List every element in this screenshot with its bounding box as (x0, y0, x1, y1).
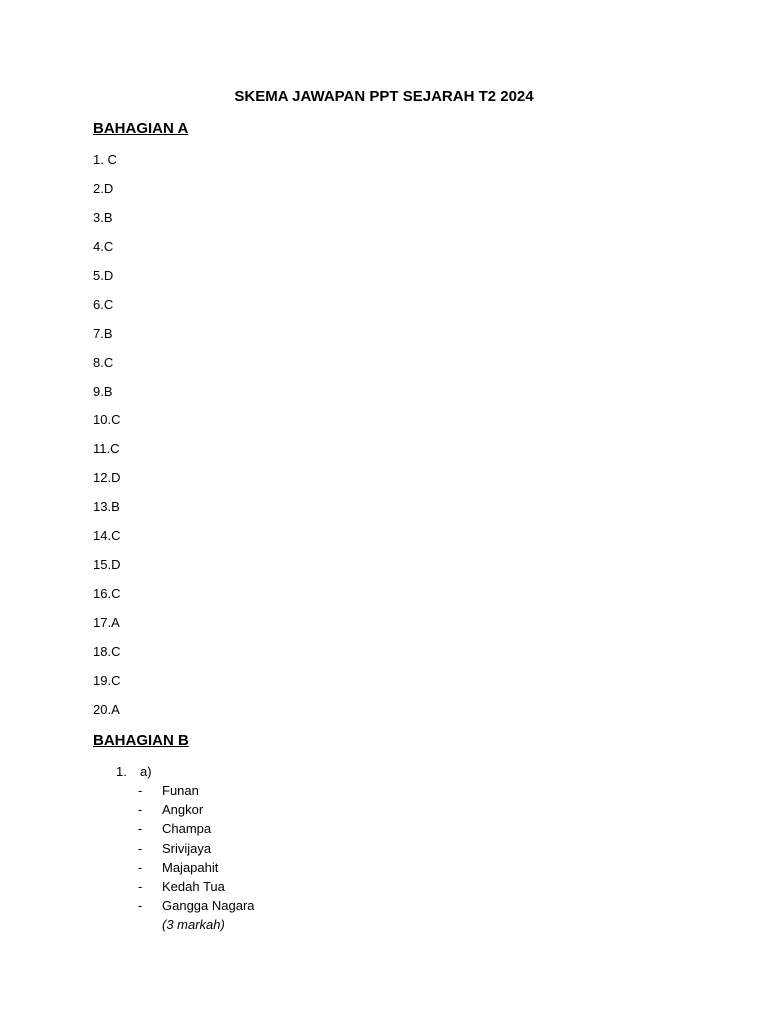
dash-bullet: - (138, 859, 143, 875)
answer-item: 3.B (93, 209, 113, 225)
list-item-text: Gangga Nagara (162, 898, 255, 914)
answer-points-list (138, 782, 255, 916)
document-title: SKEMA JAWAPAN PPT SEJARAH T2 2024 (234, 88, 534, 105)
answer-item: 7.B (93, 325, 113, 341)
list-item (138, 859, 255, 878)
answer-item: 20.A (93, 701, 120, 717)
list-item-text: Kedah Tua (162, 878, 225, 894)
answer-item: 4.C (93, 238, 114, 254)
answer-item: 18.C (93, 643, 121, 659)
list-item-text: Majapahit (162, 859, 219, 875)
section-a-answer-list (93, 151, 120, 730)
answer-item: 6.C (93, 296, 114, 312)
list-item (138, 878, 255, 897)
answer-item: 13.B (93, 499, 120, 515)
answer-item: 5.D (93, 267, 114, 283)
dash-bullet: - (138, 878, 143, 894)
dash-bullet: - (138, 840, 143, 856)
answer-item: 2.D (93, 180, 114, 196)
answer-item: 17.A (93, 615, 120, 630)
list-item (138, 820, 255, 839)
answer-item: 14.C (93, 528, 121, 544)
question-1-line (116, 763, 152, 781)
answer-item: 15.D (93, 557, 121, 573)
question-number: 1. (116, 764, 127, 779)
list-item-text: Angkor (162, 802, 204, 818)
question-part-label: a) (140, 764, 152, 779)
dash-bullet: - (138, 821, 143, 837)
section-a-heading: BAHAGIAN A (93, 120, 189, 137)
answer-item: 16.C (93, 586, 121, 602)
list-item (138, 840, 255, 859)
list-item-text: Srivijaya (162, 840, 212, 856)
section-b-heading: BAHAGIAN B (93, 732, 189, 749)
dash-bullet: - (138, 802, 143, 818)
answer-item: 9.B (93, 383, 113, 399)
answer-item: 10.C (93, 412, 121, 428)
answer-item: 19.C (93, 672, 121, 688)
answer-item: 11.C (93, 441, 120, 457)
list-item-text: Champa (162, 821, 212, 837)
list-item-text: Funan (162, 783, 199, 798)
answer-item: 8.C (93, 354, 114, 370)
list-item (138, 897, 255, 916)
list-item (138, 782, 255, 801)
dash-bullet: - (138, 783, 143, 798)
marks-note: (3 markah) (162, 917, 225, 932)
list-item (138, 801, 255, 820)
answer-item: 1. C (93, 152, 117, 167)
answer-item: 12.D (93, 470, 121, 486)
dash-bullet: - (138, 898, 143, 914)
